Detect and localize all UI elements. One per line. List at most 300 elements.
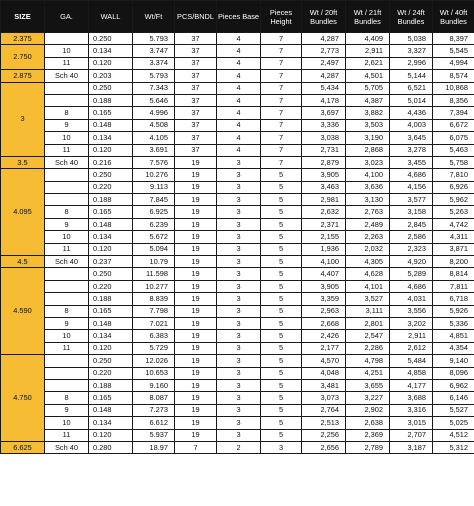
table-row [1, 305, 474, 317]
wt-21ft-cell: 3,527 [346, 293, 390, 305]
wt-40ft-cell: 5,545 [433, 45, 474, 57]
wt-20ft-cell: 5,434 [302, 82, 346, 94]
weight-per-foot-cell: 11.598 [133, 268, 175, 280]
wt-40ft-cell: 5,758 [433, 156, 474, 168]
pieces-base-cell: 2 [217, 441, 261, 453]
wall-cell: 0.148 [89, 404, 133, 416]
wt-20ft-cell: 2,668 [302, 317, 346, 329]
wt-40ft-cell: 6,075 [433, 132, 474, 144]
wt-21ft-cell: 2,621 [346, 57, 390, 69]
wt-24ft-cell: 6,521 [390, 82, 433, 94]
wt-21ft-cell: 4,798 [346, 355, 390, 367]
wt-20ft-cell: 4,570 [302, 355, 346, 367]
wt-20ft-cell: 2,656 [302, 441, 346, 453]
wt-20ft-cell: 2,256 [302, 429, 346, 441]
pieces-per-bundle-cell: 19 [175, 293, 217, 305]
wall-cell: 0.120 [89, 144, 133, 156]
pieces-height-cell: 5 [261, 206, 302, 218]
wall-cell: 0.134 [89, 132, 133, 144]
gauge-cell [45, 94, 89, 106]
wt-20ft-cell: 4,100 [302, 256, 346, 268]
wt-24ft-cell: 3,187 [390, 441, 433, 453]
wt-21ft-cell: 4,501 [346, 70, 390, 82]
table-row [1, 94, 474, 106]
wt-40ft-cell: 7,394 [433, 107, 474, 119]
table-row [1, 206, 474, 218]
wt-40ft-cell: 8,814 [433, 268, 474, 280]
wt-21ft-cell: 3,111 [346, 305, 390, 317]
gauge-cell: 9 [45, 404, 89, 416]
wt-21ft-cell: 4,305 [346, 256, 390, 268]
wt-40ft-cell: 5,336 [433, 317, 474, 329]
wt-21ft-cell: 2,868 [346, 144, 390, 156]
header-wt-21ft: Wt / 21ft Bundles [346, 1, 390, 33]
pieces-base-cell: 4 [217, 45, 261, 57]
wt-21ft-cell: 2,489 [346, 218, 390, 230]
wt-24ft-cell: 4,031 [390, 293, 433, 305]
weight-per-foot-cell: 5.793 [133, 33, 175, 45]
gauge-cell: 10 [45, 330, 89, 342]
pieces-per-bundle-cell: 19 [175, 317, 217, 329]
wt-40ft-cell: 4,994 [433, 57, 474, 69]
wt-20ft-cell: 2,731 [302, 144, 346, 156]
wt-40ft-cell: 5,527 [433, 404, 474, 416]
size-cell: 2.750 [1, 45, 45, 70]
gauge-cell: 9 [45, 317, 89, 329]
pieces-height-cell: 5 [261, 342, 302, 354]
pieces-height-cell: 7 [261, 132, 302, 144]
wt-21ft-cell: 2,263 [346, 231, 390, 243]
pieces-per-bundle-cell: 19 [175, 256, 217, 268]
wall-cell: 0.120 [89, 429, 133, 441]
wt-21ft-cell: 2,032 [346, 243, 390, 255]
wall-cell: 0.120 [89, 243, 133, 255]
wt-20ft-cell: 4,287 [302, 70, 346, 82]
pieces-height-cell: 5 [261, 417, 302, 429]
pieces-height-cell: 5 [261, 392, 302, 404]
pieces-height-cell: 5 [261, 218, 302, 230]
wt-21ft-cell: 3,503 [346, 119, 390, 131]
table-row [1, 379, 474, 391]
wt-21ft-cell: 2,789 [346, 441, 390, 453]
wt-24ft-cell: 3,577 [390, 194, 433, 206]
wt-40ft-cell: 4,354 [433, 342, 474, 354]
wall-cell: 0.203 [89, 70, 133, 82]
weight-per-foot-cell: 6.925 [133, 206, 175, 218]
weight-per-foot-cell: 4.508 [133, 119, 175, 131]
wall-cell: 0.165 [89, 305, 133, 317]
table-row [1, 317, 474, 329]
pieces-height-cell: 5 [261, 305, 302, 317]
wt-20ft-cell: 2,773 [302, 45, 346, 57]
wt-20ft-cell: 2,981 [302, 194, 346, 206]
wt-40ft-cell: 8,397 [433, 33, 474, 45]
table-row [1, 342, 474, 354]
pieces-base-cell: 3 [217, 342, 261, 354]
gauge-cell: 11 [45, 243, 89, 255]
weight-per-foot-cell: 3.374 [133, 57, 175, 69]
table-row [1, 144, 474, 156]
wt-24ft-cell: 5,289 [390, 268, 433, 280]
wall-cell: 0.216 [89, 156, 133, 168]
wall-cell: 0.188 [89, 94, 133, 106]
weight-per-foot-cell: 5.729 [133, 342, 175, 354]
pieces-height-cell: 5 [261, 429, 302, 441]
gauge-cell: Sch 40 [45, 70, 89, 82]
pieces-per-bundle-cell: 19 [175, 305, 217, 317]
wt-40ft-cell: 8,356 [433, 94, 474, 106]
wt-21ft-cell: 4,100 [346, 169, 390, 181]
wt-40ft-cell: 6,718 [433, 293, 474, 305]
weight-per-foot-cell: 7.273 [133, 404, 175, 416]
wt-24ft-cell: 5,014 [390, 94, 433, 106]
wt-20ft-cell: 3,038 [302, 132, 346, 144]
gauge-cell [45, 367, 89, 379]
wt-21ft-cell: 3,636 [346, 181, 390, 193]
pieces-base-cell: 3 [217, 218, 261, 230]
pieces-per-bundle-cell: 19 [175, 194, 217, 206]
wt-24ft-cell: 2,323 [390, 243, 433, 255]
wt-24ft-cell: 3,455 [390, 156, 433, 168]
weight-per-foot-cell: 6.612 [133, 417, 175, 429]
wall-cell: 0.188 [89, 194, 133, 206]
size-cell: 4.590 [1, 268, 45, 355]
gauge-cell [45, 280, 89, 292]
pieces-base-cell: 4 [217, 33, 261, 45]
wall-cell: 0.250 [89, 268, 133, 280]
wt-21ft-cell: 4,409 [346, 33, 390, 45]
wt-21ft-cell: 2,902 [346, 404, 390, 416]
wt-21ft-cell: 3,130 [346, 194, 390, 206]
pieces-height-cell: 7 [261, 33, 302, 45]
wt-21ft-cell: 3,190 [346, 132, 390, 144]
wall-cell: 0.188 [89, 293, 133, 305]
wt-24ft-cell: 2,586 [390, 231, 433, 243]
wt-20ft-cell: 3,905 [302, 169, 346, 181]
gauge-cell [45, 169, 89, 181]
header-row [1, 1, 474, 33]
weight-per-foot-cell: 7.576 [133, 156, 175, 168]
wt-40ft-cell: 5,025 [433, 417, 474, 429]
wt-40ft-cell: 8,574 [433, 70, 474, 82]
gauge-cell: 11 [45, 144, 89, 156]
weight-per-foot-cell: 3.747 [133, 45, 175, 57]
pieces-per-bundle-cell: 19 [175, 156, 217, 168]
table-row [1, 355, 474, 367]
pieces-base-cell: 3 [217, 194, 261, 206]
pieces-per-bundle-cell: 37 [175, 33, 217, 45]
table-row [1, 404, 474, 416]
wt-24ft-cell: 4,920 [390, 256, 433, 268]
weight-per-foot-cell: 7.021 [133, 317, 175, 329]
header-wall: WALL [89, 1, 133, 33]
wall-cell: 0.250 [89, 33, 133, 45]
pieces-height-cell: 5 [261, 317, 302, 329]
pieces-height-cell: 7 [261, 156, 302, 168]
table-row [1, 45, 474, 57]
table-row [1, 156, 474, 168]
wt-40ft-cell: 4,742 [433, 218, 474, 230]
header-size: SIZE [1, 1, 45, 33]
wt-40ft-cell: 5,463 [433, 144, 474, 156]
weight-per-foot-cell: 10.277 [133, 280, 175, 292]
wt-21ft-cell: 3,023 [346, 156, 390, 168]
wall-cell: 0.120 [89, 57, 133, 69]
wt-21ft-cell: 5,705 [346, 82, 390, 94]
pieces-height-cell: 7 [261, 57, 302, 69]
wt-24ft-cell: 3,556 [390, 305, 433, 317]
wall-cell: 0.220 [89, 181, 133, 193]
gauge-cell: 9 [45, 119, 89, 131]
wt-21ft-cell: 4,101 [346, 280, 390, 292]
table-row [1, 119, 474, 131]
pieces-per-bundle-cell: 19 [175, 355, 217, 367]
wt-40ft-cell: 6,962 [433, 379, 474, 391]
pieces-per-bundle-cell: 37 [175, 132, 217, 144]
pieces-height-cell: 5 [261, 268, 302, 280]
wt-24ft-cell: 3,645 [390, 132, 433, 144]
wall-cell: 0.134 [89, 417, 133, 429]
pieces-base-cell: 4 [217, 107, 261, 119]
weight-per-foot-cell: 4.996 [133, 107, 175, 119]
header-wt-40ft: Wt / 40ft Bundles [433, 1, 474, 33]
weight-per-foot-cell: 18.97 [133, 441, 175, 453]
weight-per-foot-cell: 8.839 [133, 293, 175, 305]
pieces-height-cell: 3 [261, 441, 302, 453]
wt-20ft-cell: 3,463 [302, 181, 346, 193]
table-row [1, 268, 474, 280]
wall-cell: 0.134 [89, 45, 133, 57]
weight-per-foot-cell: 7.798 [133, 305, 175, 317]
pieces-base-cell: 3 [217, 305, 261, 317]
pieces-per-bundle-cell: 19 [175, 218, 217, 230]
gauge-cell [45, 194, 89, 206]
pieces-per-bundle-cell: 19 [175, 379, 217, 391]
pieces-per-bundle-cell: 37 [175, 70, 217, 82]
wall-cell: 0.165 [89, 107, 133, 119]
wt-24ft-cell: 3,202 [390, 317, 433, 329]
gauge-cell: 8 [45, 392, 89, 404]
wall-cell: 0.280 [89, 441, 133, 453]
wt-21ft-cell: 2,286 [346, 342, 390, 354]
pieces-height-cell: 5 [261, 379, 302, 391]
pieces-base-cell: 4 [217, 70, 261, 82]
pieces-height-cell: 5 [261, 280, 302, 292]
pieces-per-bundle-cell: 19 [175, 280, 217, 292]
wt-24ft-cell: 4,858 [390, 367, 433, 379]
wt-21ft-cell: 2,638 [346, 417, 390, 429]
pieces-base-cell: 3 [217, 243, 261, 255]
wall-cell: 0.134 [89, 231, 133, 243]
gauge-cell [45, 268, 89, 280]
pieces-per-bundle-cell: 37 [175, 119, 217, 131]
gauge-cell: 10 [45, 132, 89, 144]
wt-20ft-cell: 2,963 [302, 305, 346, 317]
wt-20ft-cell: 3,359 [302, 293, 346, 305]
table-header [1, 1, 474, 33]
gauge-cell: 8 [45, 107, 89, 119]
header-pieces-base: Pieces Base [217, 1, 261, 33]
table-row [1, 441, 474, 453]
pieces-base-cell: 3 [217, 181, 261, 193]
size-cell: 2.875 [1, 70, 45, 82]
wt-40ft-cell: 5,962 [433, 194, 474, 206]
wt-40ft-cell: 7,811 [433, 280, 474, 292]
pieces-per-bundle-cell: 19 [175, 392, 217, 404]
size-cell: 2.375 [1, 33, 45, 45]
wt-21ft-cell: 2,911 [346, 45, 390, 57]
pieces-per-bundle-cell: 19 [175, 243, 217, 255]
pieces-base-cell: 3 [217, 404, 261, 416]
gauge-cell: 11 [45, 429, 89, 441]
pieces-height-cell: 5 [261, 330, 302, 342]
wt-24ft-cell: 4,686 [390, 169, 433, 181]
pieces-per-bundle-cell: 37 [175, 144, 217, 156]
wt-24ft-cell: 5,484 [390, 355, 433, 367]
table-row [1, 132, 474, 144]
wt-40ft-cell: 4,512 [433, 429, 474, 441]
pieces-base-cell: 3 [217, 206, 261, 218]
table-row [1, 256, 474, 268]
gauge-cell: 11 [45, 342, 89, 354]
header-wt-20ft: Wt / 20ft Bundles [302, 1, 346, 33]
wt-20ft-cell: 3,697 [302, 107, 346, 119]
pieces-per-bundle-cell: 19 [175, 181, 217, 193]
size-cell: 4.750 [1, 355, 45, 442]
weight-per-foot-cell: 5.094 [133, 243, 175, 255]
weight-per-foot-cell: 4.105 [133, 132, 175, 144]
pieces-base-cell: 3 [217, 293, 261, 305]
wt-20ft-cell: 4,407 [302, 268, 346, 280]
pieces-per-bundle-cell: 19 [175, 367, 217, 379]
pieces-base-cell: 3 [217, 392, 261, 404]
wt-20ft-cell: 2,513 [302, 417, 346, 429]
wt-20ft-cell: 3,905 [302, 280, 346, 292]
wt-24ft-cell: 2,845 [390, 218, 433, 230]
wt-40ft-cell: 5,312 [433, 441, 474, 453]
gauge-cell: 10 [45, 45, 89, 57]
gauge-cell: Sch 40 [45, 441, 89, 453]
size-cell: 4.095 [1, 169, 45, 256]
pieces-per-bundle-cell: 19 [175, 404, 217, 416]
pieces-base-cell: 4 [217, 119, 261, 131]
wt-20ft-cell: 3,481 [302, 379, 346, 391]
wt-20ft-cell: 2,177 [302, 342, 346, 354]
pieces-height-cell: 5 [261, 293, 302, 305]
wt-20ft-cell: 4,178 [302, 94, 346, 106]
wt-24ft-cell: 3,316 [390, 404, 433, 416]
pieces-per-bundle-cell: 37 [175, 94, 217, 106]
wall-cell: 0.250 [89, 355, 133, 367]
wt-21ft-cell: 4,251 [346, 367, 390, 379]
wall-cell: 0.148 [89, 218, 133, 230]
table-row [1, 417, 474, 429]
wt-40ft-cell: 5,926 [433, 305, 474, 317]
gauge-cell: 8 [45, 305, 89, 317]
wt-24ft-cell: 2,911 [390, 330, 433, 342]
table-row [1, 57, 474, 69]
table-row [1, 169, 474, 181]
pieces-base-cell: 4 [217, 94, 261, 106]
pieces-height-cell: 5 [261, 404, 302, 416]
wall-cell: 0.120 [89, 342, 133, 354]
wall-cell: 0.250 [89, 169, 133, 181]
wall-cell: 0.148 [89, 119, 133, 131]
pieces-base-cell: 4 [217, 82, 261, 94]
weight-per-foot-cell: 6.239 [133, 218, 175, 230]
pieces-base-cell: 3 [217, 268, 261, 280]
wall-cell: 0.165 [89, 206, 133, 218]
table-row [1, 70, 474, 82]
pieces-base-cell: 3 [217, 429, 261, 441]
wt-24ft-cell: 3,158 [390, 206, 433, 218]
pieces-per-bundle-cell: 19 [175, 169, 217, 181]
pieces-base-cell: 3 [217, 169, 261, 181]
pieces-per-bundle-cell: 19 [175, 330, 217, 342]
weight-per-foot-cell: 5.646 [133, 94, 175, 106]
wt-40ft-cell: 6,926 [433, 181, 474, 193]
pieces-base-cell: 3 [217, 156, 261, 168]
wt-24ft-cell: 3,015 [390, 417, 433, 429]
pieces-height-cell: 5 [261, 181, 302, 193]
wt-20ft-cell: 2,632 [302, 206, 346, 218]
gauge-cell [45, 181, 89, 193]
pieces-per-bundle-cell: 37 [175, 45, 217, 57]
wt-21ft-cell: 2,547 [346, 330, 390, 342]
wt-21ft-cell: 2,801 [346, 317, 390, 329]
pieces-height-cell: 7 [261, 45, 302, 57]
pieces-per-bundle-cell: 37 [175, 82, 217, 94]
wt-20ft-cell: 1,936 [302, 243, 346, 255]
pieces-height-cell: 5 [261, 367, 302, 379]
pieces-per-bundle-cell: 37 [175, 57, 217, 69]
wt-21ft-cell: 4,628 [346, 268, 390, 280]
weight-per-foot-cell: 8.087 [133, 392, 175, 404]
weight-per-foot-cell: 12.026 [133, 355, 175, 367]
gauge-cell [45, 33, 89, 45]
table-row [1, 107, 474, 119]
gauge-cell: 10 [45, 231, 89, 243]
gauge-cell: Sch 40 [45, 256, 89, 268]
wt-24ft-cell: 5,144 [390, 70, 433, 82]
pieces-height-cell: 5 [261, 169, 302, 181]
table-row [1, 392, 474, 404]
gauge-cell: 8 [45, 206, 89, 218]
gauge-cell [45, 293, 89, 305]
wt-21ft-cell: 3,227 [346, 392, 390, 404]
wt-21ft-cell: 2,369 [346, 429, 390, 441]
pieces-height-cell: 7 [261, 82, 302, 94]
wt-40ft-cell: 8,096 [433, 367, 474, 379]
pieces-height-cell: 7 [261, 144, 302, 156]
weight-per-foot-cell: 9.113 [133, 181, 175, 193]
pieces-base-cell: 3 [217, 317, 261, 329]
wt-20ft-cell: 2,426 [302, 330, 346, 342]
wt-24ft-cell: 4,686 [390, 280, 433, 292]
table-row [1, 280, 474, 292]
gauge-cell: 11 [45, 57, 89, 69]
wt-21ft-cell: 3,882 [346, 107, 390, 119]
size-cell: 6.625 [1, 441, 45, 453]
pieces-per-bundle-cell: 7 [175, 441, 217, 453]
weight-per-foot-cell: 3.691 [133, 144, 175, 156]
pieces-base-cell: 3 [217, 256, 261, 268]
weight-per-foot-cell: 5.672 [133, 231, 175, 243]
weight-per-foot-cell: 6.383 [133, 330, 175, 342]
wt-40ft-cell: 4,851 [433, 330, 474, 342]
wall-cell: 0.188 [89, 379, 133, 391]
wt-20ft-cell: 3,073 [302, 392, 346, 404]
